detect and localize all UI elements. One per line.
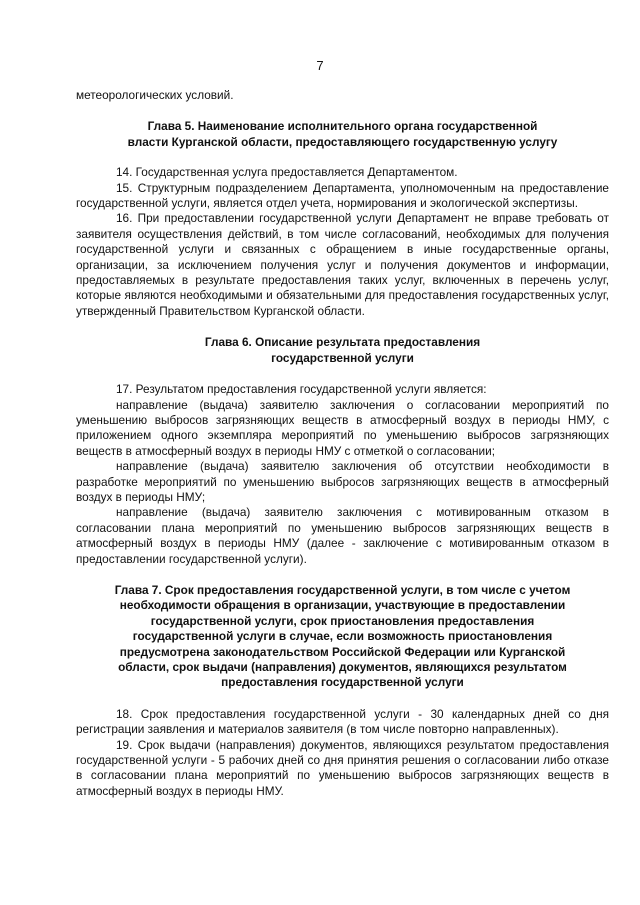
- chapter-5-heading-line: Глава 5. Наименование исполнительного органа государственной: [147, 119, 538, 134]
- chapter-5-heading: [76, 119, 609, 150]
- chapter-7-heading-line: государственной услуги, срок приостановления предоставления: [150, 613, 535, 628]
- chapter-7-heading: [76, 583, 609, 691]
- document-body: [76, 88, 609, 799]
- chapter-6-heading: [76, 335, 609, 366]
- result-item-refusal: направление (выдача) заявителю заключения с мотивированным отказом в согласовании плана мероприятий по уменьшению выбросов загрязняющих веществ в атмосферный воздух в периоды НМУ (далее - заключение с мотивированным отказом в предоставлении государственной услуги).: [76, 505, 609, 566]
- chapter-7-heading-line: области, срок выдачи (направления) документов, являющихся результатом: [118, 660, 567, 674]
- paragraph-14: 14. Государственная услуга предоставляется Департаментом.: [116, 165, 458, 180]
- result-item-no-need: направление (выдача) заявителю заключения об отсутствии необходимости в разработке мероприятий по уменьшению выбросов загрязняющих веществ в атмосферный воздух в периоды НМУ;: [76, 459, 609, 504]
- chapter-7-heading-line: предусмотрена законодательством Российской Федерации или Курганской: [119, 644, 566, 659]
- chapter-6-heading-line: государственной услуги: [271, 350, 414, 365]
- continuation-text: метеорологических условий.: [76, 88, 234, 102]
- page-number: 7: [316, 58, 324, 73]
- paragraph-15: 15. Структурным подразделением Департамента, уполномоченным на предоставление государственной услуги, является отдел учета, нормирования и экологической экспертизы.: [76, 180, 609, 211]
- paragraph-18: 18. Срок предоставления государственной услуги - 30 календарных дней со дня регистрации заявления и материалов заявителя (в том числе повторно направленных).: [76, 706, 609, 737]
- result-item-approval: направление (выдача) заявителю заключения о согласовании мероприятий по уменьшению выбросов загрязняющих веществ в атмосферный воздух в периоды НМУ, с приложением одного экземпляра мероприятий по уменьшению выбросов загрязняющих веществ в атмосферный воздух в периоды НМУ с отметкой о согласовании;: [76, 397, 609, 458]
- chapter-7-heading-line: необходимости обращения в организации, участвующие в предоставлении: [119, 598, 566, 613]
- chapter-7-heading-line: предоставления государственной услуги: [221, 675, 464, 690]
- chapter-6-heading-line: Глава 6. Описание результата предоставления: [204, 335, 481, 350]
- paragraph-16: 16. При предоставлении государственной услуги Департамент не вправе требовать от заявителя осуществления действий, в том числе согласований, необходимых для получения государственной услуги и связанных с обращением в иные государственные органы, организации, за исключением получения услуг и получения документов и информации, предоставляемых в результате предоставления таких услуг, включенных в перечень услуг, которые являются необходимыми и обязательными для предоставления государственных услуг, утвержденный Правительством Курганской области.: [76, 211, 609, 318]
- chapter-5-heading-line: власти Курганской области, предоставляющего государственную услугу: [127, 134, 558, 149]
- paragraph-17: 17. Результатом предоставления государственной услуги является:: [116, 382, 487, 397]
- paragraph-19: 19. Срок выдачи (направления) документов, являющихся результатом предоставления государственной услуги - 5 рабочих дней со дня принятия решения о согласовании либо отказе в согласовании плана мероприятий по уменьшению выбросов загрязняющих веществ в атмосферный воздух в периоды НМУ.: [76, 737, 609, 798]
- chapter-7-heading-line: Глава 7. Срок предоставления государственной услуги, в том числе с учетом: [114, 582, 571, 597]
- chapter-7-heading-line: государственной услуги в случае, если возможность приостановления: [132, 629, 553, 644]
